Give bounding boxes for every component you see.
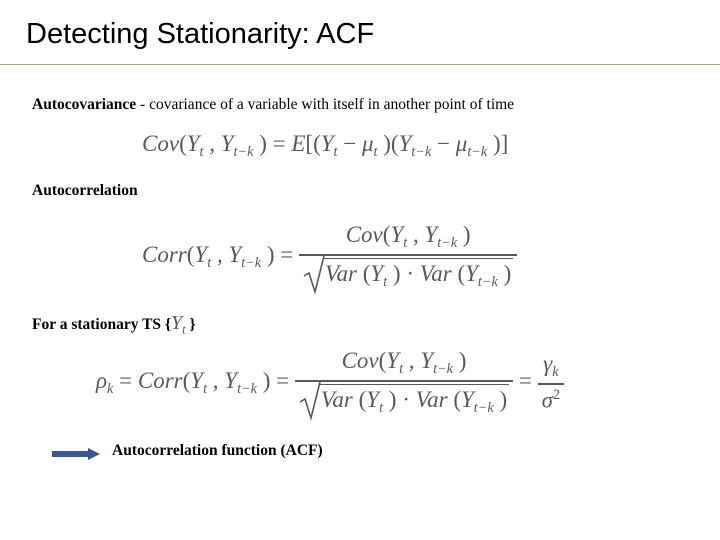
acf-label: Autocorrelation function (ACF) — [112, 442, 323, 459]
autocorrelation-equation: $Corr(Y_t$ , $Y_{t-k}$ ) = $\frac{Cov(Y_t , Y_{t-k} )}{Var (Y_t ) \cdot Var (Y_{t-k} )}$ — [142, 222, 517, 291]
autocovariance-term: Autocovariance — [32, 96, 137, 113]
autocovariance-description: - covariance of a variable with itself in another point of time — [136, 96, 515, 113]
stationary-ts-label: For a stationary TS {$Y_t$ } — [32, 312, 196, 337]
autocorrelation-heading: Autocorrelation — [32, 182, 138, 199]
slide-title: Detecting Stationarity: ACF — [26, 18, 375, 50]
right-arrow-icon — [52, 448, 100, 460]
autocovariance-definition — [32, 96, 514, 114]
autocovariance-equation: $Cov(Y_t$ , $Y_{t-k}$ ) = $E[(Y_t - \mu_t$ )($Y_{t-k} - \mu_{t-k}$ )] — [142, 131, 509, 160]
acf-equation: $\rho_k$ = $Corr(Y_t$ , $Y_{t-k}$ ) = $\frac{Cov(Y_t , Y_{t-k} )}{Var (Y_t ) \cdot Var (Y_{t-k} )}$ = $\frac{\gamma_k}{\sigma^2}$ — [96, 348, 564, 417]
title-divider — [0, 64, 720, 65]
